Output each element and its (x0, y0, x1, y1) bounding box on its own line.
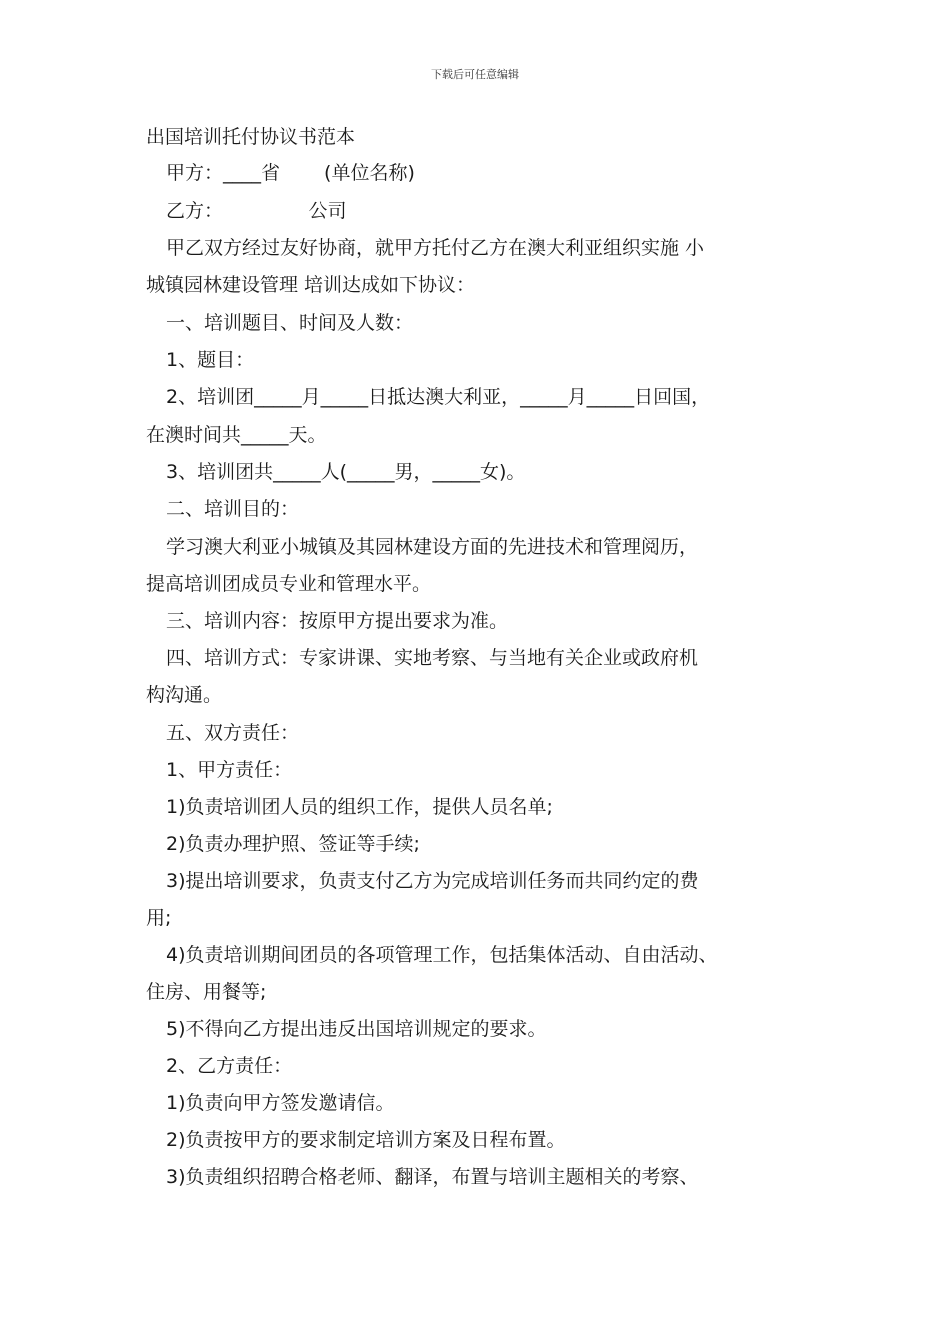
party-a-duty-4-cont: 住房、用餐等; (146, 981, 267, 1003)
party-a-duty-1: 1)负责培训团人员的组织工作，提供人员名单; (166, 796, 553, 818)
party-b-duties-heading: 2、乙方责任： (166, 1055, 293, 1077)
section-1-heading: 一、培训题目、时间及人数： (166, 312, 414, 334)
section-2-heading: 二、培训目的： (166, 498, 300, 520)
section-4-cont: 构沟通。 (146, 684, 223, 706)
party-a-duty-2: 2)负责办理护照、签证等手续; (166, 833, 420, 855)
section-3-heading: 三、培训内容：按原甲方提出要求为准。 (166, 610, 509, 632)
item-headcount: 3、培训团共_____人(_____男，_____女)。 (166, 461, 526, 483)
party-b-line: 乙方： 公司 (166, 200, 347, 222)
page-header: 下载后可任意编辑 (431, 68, 519, 81)
item-topic: 1、题目： (166, 349, 255, 371)
section-5-heading: 五、双方责任： (166, 722, 300, 744)
document-title: 出国培训托付协议书范本 (146, 126, 356, 148)
item-schedule: 2、培训团_____月_____日抵达澳大利亚，_____月_____日回国， (166, 386, 711, 408)
party-b-duty-3: 3)负责组织招聘合格老师、翻译，布置与培训主题相关的考察、 (166, 1166, 699, 1188)
purpose-paragraph-cont: 提高培训团成员专业和管理水平。 (146, 573, 432, 595)
intro-paragraph-cont: 城镇园林建设管理 培训达成如下协议： (146, 274, 476, 296)
intro-paragraph: 甲乙双方经过友好协商，就甲方托付乙方在澳大利亚组织实施 小 (166, 237, 705, 259)
party-b-duty-1: 1)负责向甲方签发邀请信。 (166, 1092, 395, 1114)
party-a-duty-4: 4)负责培训期间团员的各项管理工作，包括集体活动、自由活动、 (166, 944, 718, 966)
party-a-duty-3: 3)提出培训要求，负责支付乙方为完成培训任务而共同约定的费 (166, 870, 699, 892)
item-schedule-cont: 在澳时间共_____天。 (146, 424, 327, 446)
party-a-line: 甲方：____省 (单位名称) (166, 162, 415, 184)
purpose-paragraph: 学习澳大利亚小城镇及其园林建设方面的先进技术和管理阅历， (166, 536, 699, 558)
party-a-duties-heading: 1、甲方责任： (166, 759, 293, 781)
section-4-heading: 四、培训方式：专家讲课、实地考察、与当地有关企业或政府机 (166, 647, 699, 669)
party-a-duty-3-cont: 用; (146, 907, 172, 929)
party-b-duty-2: 2)负责按甲方的要求制定培训方案及日程布置。 (166, 1129, 566, 1151)
party-a-duty-5: 5)不得向乙方提出违反出国培训规定的要求。 (166, 1018, 547, 1040)
